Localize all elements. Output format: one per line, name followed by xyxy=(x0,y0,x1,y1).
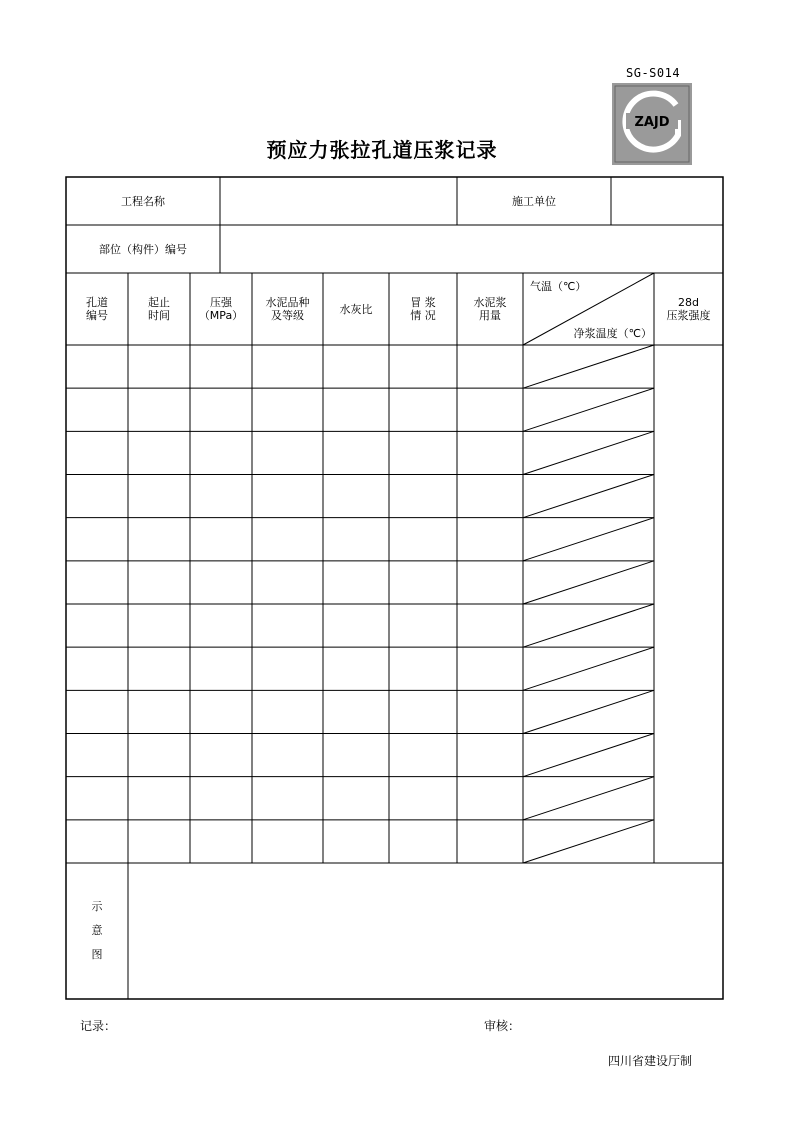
col-header-overflow: 冒 浆 情 况 xyxy=(410,296,436,322)
temp-cell-diagonal xyxy=(523,777,654,820)
temp-cell-diagonal xyxy=(523,518,654,561)
recorder-label: 记录： xyxy=(80,1019,117,1033)
col-header-slurry-temp: 净浆温度（℃） xyxy=(573,326,652,340)
data-rows xyxy=(66,345,654,863)
temp-cell-diagonal xyxy=(523,561,654,604)
project-name-label: 工程名称 xyxy=(121,194,165,208)
col-header-cement-usage: 水泥浆 用量 xyxy=(473,296,507,322)
temp-cell-diagonal xyxy=(523,388,654,431)
col-header-air-temp: 气温（℃） xyxy=(530,279,587,293)
temp-cell-diagonal xyxy=(523,734,654,777)
part-number-label: 部位（构件）编号 xyxy=(99,242,187,256)
temp-cell-diagonal xyxy=(523,345,654,388)
project-name-field[interactable] xyxy=(220,177,457,225)
temp-cell-diagonal xyxy=(523,431,654,474)
page-title: 预应力张拉孔道压浆记录 xyxy=(266,138,498,162)
diagram-area[interactable] xyxy=(128,863,723,999)
construction-unit-label: 施工单位 xyxy=(512,194,556,208)
logo-text: ZAJD xyxy=(634,115,670,130)
diagram-label: 示 意 图 xyxy=(91,900,103,961)
reviewer-label: 审核： xyxy=(484,1019,521,1033)
temp-cell-diagonal xyxy=(523,604,654,647)
temp-cell-diagonal xyxy=(523,820,654,863)
col-header-cement-type: 水泥品种 及等级 xyxy=(265,296,310,322)
temp-cell-diagonal xyxy=(523,690,654,733)
col-header-pressure: 压强 （MPa） xyxy=(198,296,244,322)
part-number-field[interactable] xyxy=(220,225,723,273)
issuer-text: 四川省建设厅制 xyxy=(608,1054,693,1068)
temp-cell-diagonal xyxy=(523,475,654,518)
col-header-hole-no: 孔道 编号 xyxy=(86,296,108,322)
temp-cell-diagonal xyxy=(523,647,654,690)
col-header-start-end-time: 起止 时间 xyxy=(148,296,170,322)
form-code: SG-S014 xyxy=(626,66,681,80)
construction-unit-field[interactable] xyxy=(611,177,723,225)
col-header-wc-ratio: 水灰比 xyxy=(339,302,373,316)
col-header-28d-strength: 28d 压浆强度 xyxy=(666,296,711,322)
